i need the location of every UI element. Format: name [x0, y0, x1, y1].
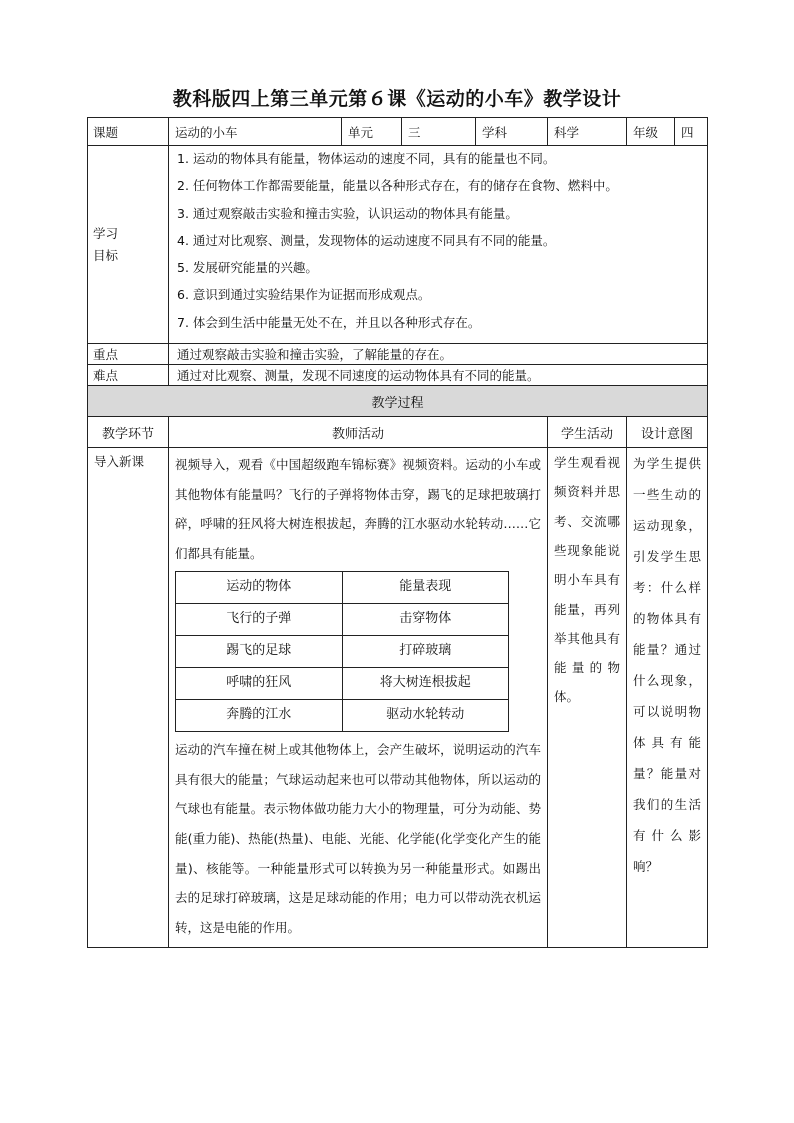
subject-value: 科学: [548, 118, 627, 146]
topic-value: 运动的小车: [169, 118, 342, 146]
difficulty-row: [88, 365, 708, 386]
student-activity: 学生观看视频资料并思考、交流哪些现象能说明小车具有能量，再列举其他具有能量的物体。: [548, 448, 627, 948]
energy-table-cell: 驱动水轮转动: [342, 699, 509, 731]
column-header-student: 学生活动: [548, 417, 627, 448]
grade-label: 年级: [627, 118, 675, 146]
key-point-row: [88, 344, 708, 365]
design-intent: 为学生提供一些生动的运动现象，引发学生思考：什么样的物体具有能量？通过什么现象，可以说明物体具有能量？能量对我们的生活有什么影响？: [627, 448, 708, 948]
objectives-list: [169, 146, 708, 344]
objectives-row: [88, 146, 708, 344]
energy-table-cell: 飞行的子弹: [176, 603, 343, 635]
energy-table: [175, 571, 509, 732]
lesson-plan-table: [87, 117, 708, 948]
objective-item: 3. 通过观察敲击实验和撞击实验，认识运动的物体具有能量。: [177, 205, 518, 221]
energy-table-header: [176, 571, 509, 603]
key-point-label: 重点: [88, 344, 169, 365]
column-header-intent: 设计意图: [627, 417, 708, 448]
energy-table-header-object: 运动的物体: [176, 571, 343, 603]
subject-label: 学科: [476, 118, 548, 146]
objectives-label-line1: 学习: [93, 225, 119, 241]
objectives-label: [88, 146, 169, 344]
energy-table-cell: 将大树连根拔起: [342, 667, 509, 699]
intro-row: [88, 448, 708, 948]
process-heading: 教学过程: [88, 386, 708, 417]
energy-table-cell: 击穿物体: [342, 603, 509, 635]
objective-item: 5. 发展研究能量的兴趣。: [177, 260, 318, 276]
teacher-intro: 视频导入，观看《中国超级跑车锦标赛》视频资料。运动的小车或其他物体有能量吗？飞行的子弹将物体击穿，踢飞的足球把玻璃打碎，呼啸的狂风将大树连根拔起，奔腾的江水驱动水轮转动……它们都具有能量。: [175, 457, 542, 562]
objective-item: 7. 体会到生活中能量无处不在，并且以各种形式存在。: [177, 314, 481, 330]
unit-value: 三: [402, 118, 476, 146]
objective-item: 6. 意识到通过实验结果作为证据而形成观点。: [177, 287, 431, 303]
energy-table-row: [176, 699, 509, 731]
document-title: 教科版四上第三单元第６课《运动的小车》教学设计: [172, 88, 622, 110]
energy-table-row: [176, 635, 509, 667]
process-columns-row: [88, 417, 708, 448]
objective-item: 1. 运动的物体具有能量，物体运动的速度不同，具有的能量也不同。: [177, 151, 556, 166]
objective-item: 4. 通过对比观察、测量，发现物体的运动速度不同具有不同的能量。: [177, 232, 556, 248]
energy-table-cell: 奔腾的江水: [176, 699, 343, 731]
energy-table-header-performance: 能量表现: [342, 571, 509, 603]
energy-table-cell: 打碎玻璃: [342, 635, 509, 667]
objective-item: 2. 任何物体工作都需要能量，能量以各种形式存在，有的储存在食物、燃料中。: [177, 178, 618, 194]
unit-label: 单元: [342, 118, 402, 146]
teacher-activity: [169, 448, 548, 948]
topic-label: 课题: [88, 118, 169, 146]
difficulty-label: 难点: [88, 365, 169, 386]
key-point-text: 通过观察敲击实验和撞击实验，了解能量的存在。: [169, 344, 708, 365]
teacher-body: 运动的汽车撞在树上或其他物体上，会产生破坏，说明运动的汽车具有很大的能量；气球运动起来也可以带动其他物体，所以运动的气球也有能量。表示物体做功能力大小的物理量，可分为动能、势能(重力能)、热能(热量)、电能、光能、化学能(化学变化产生的能量)、核能等。一种能量形式可以转换为另一种能量形式。如踢出去的足球打碎玻璃，这是足球动能的作用；电力可以带动洗衣机运转，这是电能的作用。: [175, 741, 542, 936]
process-heading-row: [88, 386, 708, 417]
energy-table-row: [176, 667, 509, 699]
energy-table-row: [176, 603, 509, 635]
objectives-label-line2: 目标: [93, 247, 119, 263]
grade-value: 四: [675, 118, 708, 146]
column-header-segment: 教学环节: [88, 417, 169, 448]
segment-name: 导入新课: [88, 448, 169, 948]
difficulty-text: 通过对比观察、测量，发现不同速度的运动物体具有不同的能量。: [169, 365, 708, 386]
column-header-teacher: 教师活动: [169, 417, 548, 448]
header-row: [88, 118, 708, 146]
energy-table-cell: 呼啸的狂风: [176, 667, 343, 699]
energy-table-cell: 踢飞的足球: [176, 635, 343, 667]
